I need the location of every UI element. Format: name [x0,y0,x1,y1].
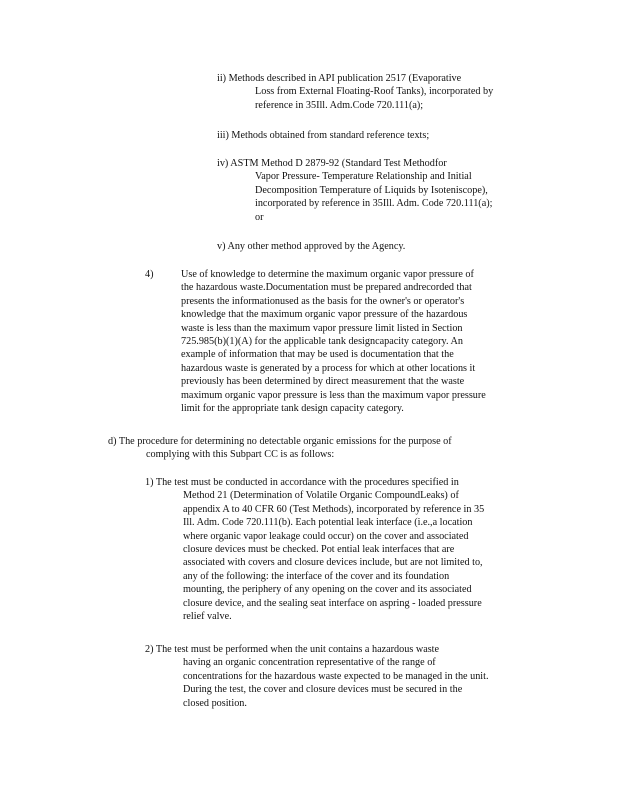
item-d1-line: appendix A to 40 CFR 60 (Test Methods), incorporated by reference in 35 [183,503,485,515]
item-ii [217,72,493,112]
item-iv-line: iv) ASTM Method D 2879-92 (Standard Test Methodfor [217,158,447,169]
item-d-line: complying with this Subpart CC is as follows: [146,449,335,461]
item-d2 [145,643,489,710]
item-d1-line: closure devices must be checked. Pot ential leak interfaces that are [183,543,455,555]
item-d [108,435,452,462]
item-4-line: presents the informationused as the basis for the owner's or operator's [181,295,465,307]
item-iii [217,129,429,142]
item-4-line: limit for the appropriate tank design capacity category. [181,402,404,414]
item-d-line: d) The procedure for determining no detectable organic emissions for the purpose of [108,436,452,447]
item-v-line: v) Any other method approved by the Agency. [217,241,406,252]
item-d1-line: where organic vapor leakage could occur) on the cover and associated [183,530,469,542]
item-d2-line: concentrations for the hazardous waste expected to be managed in the unit. [183,670,489,682]
item-d1-line: Ill. Adm. Code 720.111(b). Each potential leak interface (i.e.,a location [183,517,473,529]
item-d2-line: closed position. [183,697,247,709]
item-d1-line: mounting, the periphery of any opening on the cover and its associated [183,584,472,596]
item-iv-line: Vapor Pressure- Temperature Relationship and Initial [255,171,472,183]
item-4-line: example of information that may be used is documentation that the [181,349,454,361]
item-d2-line: 2) The test must be performed when the unit contains a hazardous waste [145,644,440,655]
item-4-body [181,268,486,415]
item-v [217,240,405,253]
item-ii-line: reference in 35Ill. Adm.Code 720.111(a); [255,99,424,111]
item-d1-line: Method 21 (Determination of Volatile Organic CompoundLeaks) of [183,490,459,502]
item-iii-line: iii) Methods obtained from standard reference texts; [217,130,430,141]
item-d1-line: 1) The test must be conducted in accordance with the procedures specified in [145,477,459,488]
item-ii-line: ii) Methods described in API publication 2517 (Evaporative [217,73,462,84]
item-d1-line: any of the following: the interface of the cover and its foundation [183,570,450,582]
item-4-line: 725.985(b)(1)(A) for the applicable tank designcapacity category. An [181,335,463,347]
item-4-line: hazardous waste is generated by a process for which at other locations it [181,362,476,374]
item-iv-line: or [255,211,264,223]
item-iv-line: Decomposition Temperature of Liquids by Isoteniscope), [255,184,488,196]
item-4-number: 4) [145,269,154,280]
item-iv-line: incorporated by reference in 35Ill. Adm. Code 720.111(a); [255,198,493,210]
item-4-line: the hazardous waste.Documentation must be prepared andrecorded that [181,282,472,294]
item-ii-line: Loss from External Floating-Roof Tanks), incorporated by [255,86,494,98]
item-4-line: maximum organic vapor pressure is less than the maximum vapor pressure [181,389,486,401]
item-d1-line: relief valve. [183,610,232,622]
item-4-line: Use of knowledge to determine the maximum organic vapor pressure of [181,269,474,280]
item-d1-line: closure device, and the sealing seat interface on aspring - loaded pressure [183,597,482,609]
item-d1-line: associated with covers and closure devices include, but are not limited to, [183,557,483,569]
item-4-line: waste is less than the maximum vapor pressure limit listed in Section [181,322,463,334]
item-d2-line: having an organic concentration representative of the range of [183,657,436,669]
item-d2-line: During the test, the cover and closure devices must be secured in the [183,684,463,696]
item-iv [217,157,492,224]
item-4-line: previously has been determined by direct measurement that the waste [181,376,465,388]
item-4-line: knowledge that the maximum organic vapor pressure of the hazardous [181,309,468,321]
item-d1 [145,476,484,623]
